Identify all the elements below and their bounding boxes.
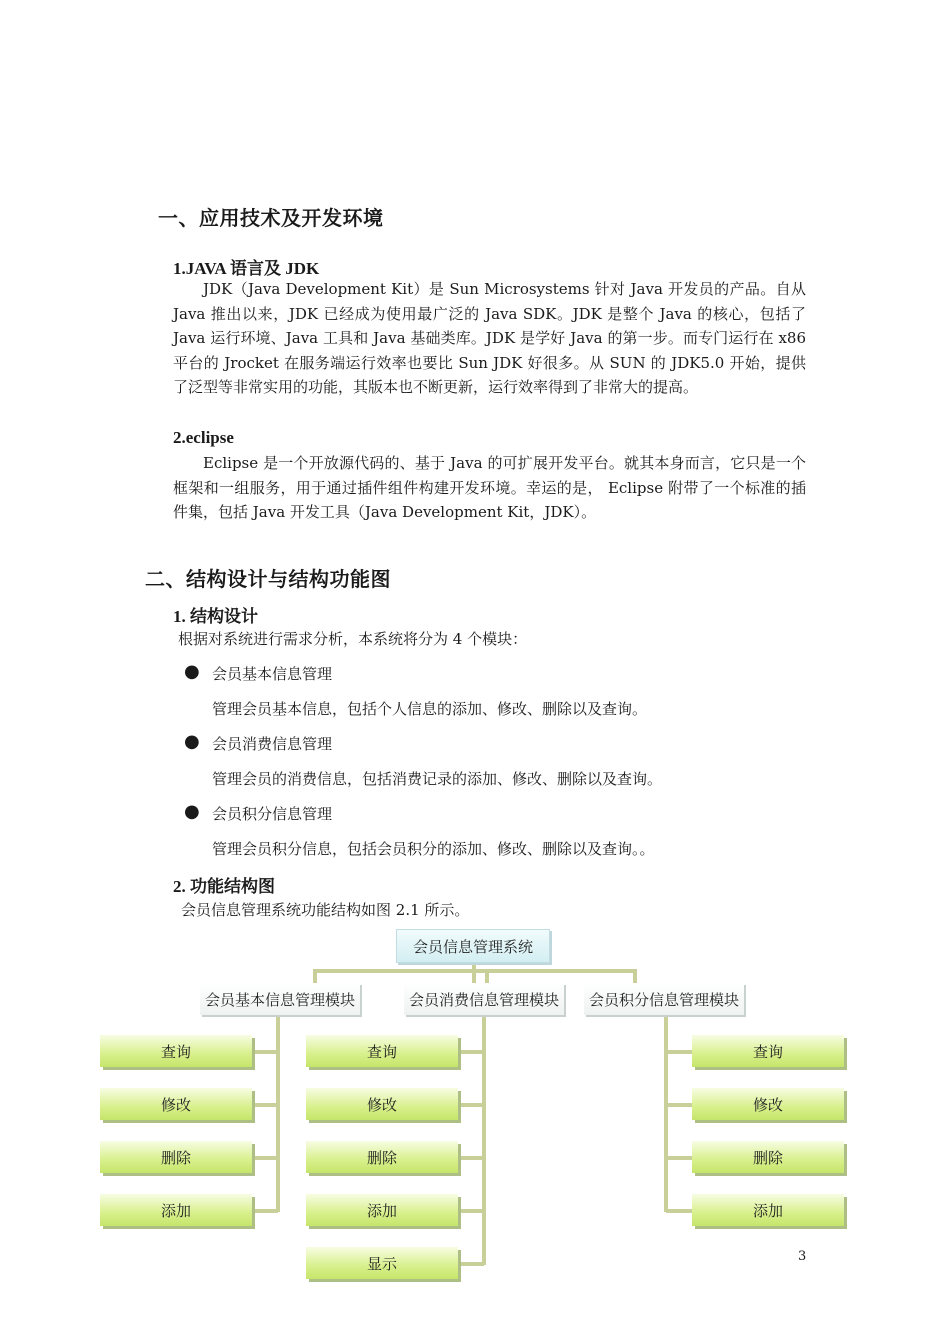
diagram-intro: 会员信息管理系统功能结构如图 2.1 所示。 bbox=[181, 901, 470, 919]
bullet-desc: 管理会员的消费信息，包括消费记录的添加、修改、删除以及查询。 bbox=[212, 770, 663, 788]
bullet-dot: ● bbox=[184, 731, 200, 752]
diagram-leaf-node: 修改 bbox=[100, 1088, 252, 1120]
diagram-module-node: 会员基本信息管理模块 bbox=[200, 983, 360, 1015]
connector-line bbox=[313, 969, 317, 983]
bullet-dot: ● bbox=[184, 661, 200, 682]
section1-sub1-heading: 1.JAVA 语言及 JDK bbox=[173, 259, 320, 278]
connector-line bbox=[254, 1209, 278, 1213]
connector-line bbox=[666, 1103, 692, 1107]
section2-title: 二、结构设计与结构功能图 bbox=[145, 567, 391, 591]
connector-line bbox=[666, 1156, 692, 1160]
bullet-name: 会员消费信息管理 bbox=[212, 735, 333, 753]
connector-line bbox=[460, 1209, 484, 1213]
bullet-desc: 管理会员基本信息，包括个人信息的添加、修改、删除以及查询。 bbox=[212, 700, 648, 718]
section2-sub2-heading: 2. 功能结构图 bbox=[173, 877, 275, 896]
diagram-leaf-node: 添加 bbox=[100, 1194, 252, 1226]
section1-sub2-heading: 2.eclipse bbox=[173, 428, 234, 447]
connector-line bbox=[460, 1103, 484, 1107]
connector-line bbox=[666, 1209, 692, 1213]
diagram-leaf-node: 修改 bbox=[306, 1088, 458, 1120]
jdk-text: JDK（Java Development Kit）是 Sun Microsystems 针对 Java 开发员的产品。自从 Java 推出以来，JDK 已经成为使用最广泛的 Java SDK。JDK 是整个 Java 的核心，包括了 Java 运行环境、Java 工具和 Java 基础类库。JDK 是学好 Java 的第一步。而专门运行在 x86 平台的 Jrocket 在服务端运行效率也要比 Sun JDK 好很多。从 SUN 的 JDK5.0 开始，提供了泛型等非常实用的功能，其版本也不断更新，运行效率得到了非常大的提高。 bbox=[173, 280, 806, 397]
connector-line bbox=[472, 969, 476, 983]
diagram-leaf-node: 删除 bbox=[100, 1141, 252, 1173]
connector-line bbox=[276, 1016, 280, 1212]
connector-line bbox=[460, 1156, 484, 1160]
structure-intro: 根据对系统进行需求分析，本系统将分为 4 个模块： bbox=[178, 630, 528, 648]
connector-line bbox=[664, 1016, 668, 1212]
bullet-name: 会员基本信息管理 bbox=[212, 665, 333, 683]
eclipse-text: Eclipse 是一个开放源代码的、基于 Java 的可扩展开发平台。就其本身而言，它只是一个框架和一组服务，用于通过插件组件构建开发环境。幸运的是， Eclipse 附带了一个标准的插件集，包括 Java 开发工具（Java Development Kit，JDK）。 bbox=[173, 454, 806, 522]
diagram-leaf-node: 添加 bbox=[306, 1194, 458, 1226]
diagram-module-node: 会员消费信息管理模块 bbox=[404, 983, 564, 1015]
diagram-leaf-node: 查询 bbox=[100, 1035, 252, 1067]
connector-line bbox=[254, 1050, 278, 1054]
diagram-leaf-node: 查询 bbox=[306, 1035, 458, 1067]
diagram-leaf-node: 显示 bbox=[306, 1247, 458, 1279]
diagram-module-node: 会员积分信息管理模块 bbox=[584, 983, 744, 1015]
connector-line bbox=[666, 1050, 692, 1054]
section1-title: 一、应用技术及开发环境 bbox=[158, 206, 384, 230]
diagram-leaf-node: 修改 bbox=[692, 1088, 844, 1120]
bullet-desc: 管理会员积分信息，包括会员积分的添加、修改、删除以及查询。。 bbox=[212, 840, 655, 858]
connector-line bbox=[633, 969, 637, 983]
page-number: 3 bbox=[798, 1249, 807, 1264]
diagram-leaf-node: 删除 bbox=[692, 1141, 844, 1173]
section2-sub1-heading: 1. 结构设计 bbox=[173, 607, 258, 626]
connector-line bbox=[254, 1103, 278, 1107]
connector-line bbox=[460, 1050, 484, 1054]
diagram-leaf-node: 添加 bbox=[692, 1194, 844, 1226]
diagram-root-node: 会员信息管理系统 bbox=[396, 929, 550, 963]
connector-line bbox=[254, 1156, 278, 1160]
connector-line bbox=[485, 969, 489, 983]
bullet-dot: ● bbox=[184, 801, 200, 822]
bullet-name: 会员积分信息管理 bbox=[212, 805, 333, 823]
connector-line bbox=[460, 1262, 484, 1266]
diagram-leaf-node: 查询 bbox=[692, 1035, 844, 1067]
diagram-leaf-node: 删除 bbox=[306, 1141, 458, 1173]
